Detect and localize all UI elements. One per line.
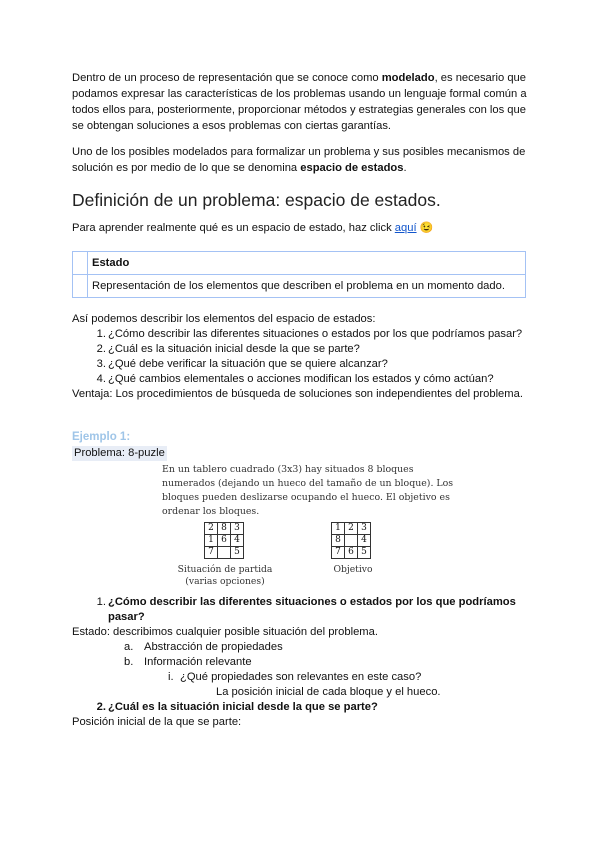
goal-puzzle bbox=[331, 522, 371, 559]
table-row bbox=[73, 252, 526, 275]
list-text: ¿Qué debe verificar la situación que se quiere alcanzar? bbox=[108, 358, 388, 370]
advantage-text: Ventaja: Los procedimientos de búsqueda de soluciones son independientes del problema. bbox=[72, 388, 523, 400]
bold-term-espacio: espacio de estados bbox=[300, 162, 404, 174]
puzzle-tile: 3 bbox=[358, 523, 371, 535]
figure-description: En un tablero cuadrado (3x3) hay situados 8 bloques numerados (dejando un hueco del tamaño de un bloque). Los bloques pueden deslizarse ocupando el hueco. El objetivo es ordenar los bloques. bbox=[162, 464, 454, 517]
intro2-text: Uno de los posibles modelados para formalizar un problema y sus posibles mecanismos de solución es por medio de lo que se denomina bbox=[72, 146, 526, 174]
puzzle-tile: 4 bbox=[358, 535, 371, 547]
list-item bbox=[72, 357, 542, 372]
puzzle-tile: 2 bbox=[205, 523, 218, 535]
puzzle-tile: 6 bbox=[345, 547, 358, 559]
list-text: ¿Cuál es la situación inicial desde la que se parte? bbox=[108, 343, 360, 355]
puzzle-tile: 5 bbox=[231, 547, 244, 559]
sub-text: Abstracción de propiedades bbox=[144, 641, 283, 653]
start-caption-line2: (varias opciones) bbox=[185, 576, 265, 587]
sub-item-i bbox=[72, 670, 542, 685]
intro-text: Dentro de un proceso de representación que se conoce como bbox=[72, 72, 382, 84]
elements-intro: Así podemos describir los elementos del espacio de estados: bbox=[72, 313, 376, 325]
goal-grid-row bbox=[332, 547, 371, 559]
list-text: ¿Qué cambios elementales o acciones modifican los estados y cómo actúan? bbox=[108, 373, 494, 385]
state-text: Estado: describimos cualquier posible situación del problema. bbox=[72, 626, 378, 638]
sub-item-b bbox=[72, 655, 542, 670]
intro2-end: . bbox=[403, 162, 407, 174]
table-row bbox=[73, 275, 526, 298]
example-title: Ejemplo 1: bbox=[72, 431, 131, 443]
puzzle-tile: 1 bbox=[205, 535, 218, 547]
table-gutter bbox=[73, 275, 88, 298]
start-grid-row bbox=[205, 523, 244, 535]
question-number: 2. bbox=[96, 701, 106, 713]
learn-line bbox=[72, 221, 433, 234]
intro-paragraph-2 bbox=[72, 144, 532, 176]
puzzle-tile: 3 bbox=[231, 523, 244, 535]
puzzle-tile: 5 bbox=[358, 547, 371, 559]
intro-text-cont: , es necesario que podamos expresar las características de los problemas usando un lenguaje formal común a todos ellos para, posteriormente, proporcionar métodos y estrategias generales con los que se obtengan soluciones a esos problemas con ciertas garantías. bbox=[72, 72, 527, 132]
goal-grid bbox=[331, 522, 371, 559]
list-item bbox=[72, 372, 542, 387]
bold-term-modelado: modelado bbox=[381, 72, 435, 84]
here-link[interactable]: aquí bbox=[394, 222, 417, 234]
sub-number: a. bbox=[124, 641, 134, 653]
question-number: 1. bbox=[96, 596, 106, 608]
section-heading: Definición de un problema: espacio de estados. bbox=[72, 190, 441, 210]
learn-text: Para aprender realmente qué es un espacio de estado, haz click bbox=[72, 222, 395, 234]
definition-table bbox=[72, 251, 526, 298]
sub-text: ¿Qué propiedades son relevantes en este caso? bbox=[180, 671, 422, 683]
goal-caption: Objetivo bbox=[333, 564, 373, 575]
sub-item-a bbox=[72, 640, 542, 655]
puzzle-tile: 7 bbox=[332, 547, 345, 559]
list-number: 3. bbox=[96, 358, 106, 370]
answers-block bbox=[72, 595, 542, 730]
puzzle-tile: 2 bbox=[345, 523, 358, 535]
goal-grid-row bbox=[332, 523, 371, 535]
start-grid-row bbox=[205, 547, 244, 559]
definition-text: Representación de los elementos que describen el problema en un momento dado. bbox=[88, 275, 526, 298]
start-grid bbox=[204, 522, 244, 559]
question-1 bbox=[72, 595, 542, 625]
list-item bbox=[72, 342, 542, 357]
puzzle-tile: 4 bbox=[231, 535, 244, 547]
goal-grid-row bbox=[332, 535, 371, 547]
definition-term: Estado bbox=[88, 252, 526, 275]
start-caption-line1: Situación de partida bbox=[177, 564, 273, 575]
question-text: ¿Cuál es la situación inicial desde la que se parte? bbox=[108, 701, 378, 713]
sub-number: i. bbox=[168, 671, 174, 683]
start-grid-row bbox=[205, 535, 244, 547]
question-text: ¿Cómo describir las diferentes situaciones o estados por los que podríamos pasar? bbox=[108, 596, 516, 623]
sub-number: b. bbox=[124, 656, 134, 668]
list-number: 1. bbox=[96, 328, 106, 340]
puzzle-tile: 8 bbox=[218, 523, 231, 535]
puzzle-tile: 1 bbox=[332, 523, 345, 535]
list-text: ¿Cómo describir las diferentes situaciones o estados por los que podríamos pasar? bbox=[108, 328, 523, 340]
puzzle-tile bbox=[345, 535, 358, 547]
puzzle-tile: 8 bbox=[332, 535, 345, 547]
q2-answer: Posición inicial de la que se parte: bbox=[72, 716, 242, 728]
sub-answer: La posición inicial de cada bloque y el hueco. bbox=[216, 686, 441, 698]
start-puzzle bbox=[204, 522, 244, 559]
list-item bbox=[72, 327, 542, 342]
puzzle-tile bbox=[218, 547, 231, 559]
puzzle-tile: 7 bbox=[205, 547, 218, 559]
intro-paragraph-1 bbox=[72, 70, 532, 134]
list-number: 4. bbox=[96, 373, 106, 385]
start-caption bbox=[170, 564, 280, 588]
example-problem: Problema: 8-puzle bbox=[74, 447, 165, 459]
elements-block bbox=[72, 312, 542, 402]
sub-text: Información relevante bbox=[144, 656, 252, 668]
question-2 bbox=[72, 700, 542, 715]
list-number: 2. bbox=[96, 343, 106, 355]
table-gutter bbox=[73, 252, 88, 275]
wink-emoji-icon: 😉 bbox=[419, 222, 434, 234]
puzzle-tile: 6 bbox=[218, 535, 231, 547]
